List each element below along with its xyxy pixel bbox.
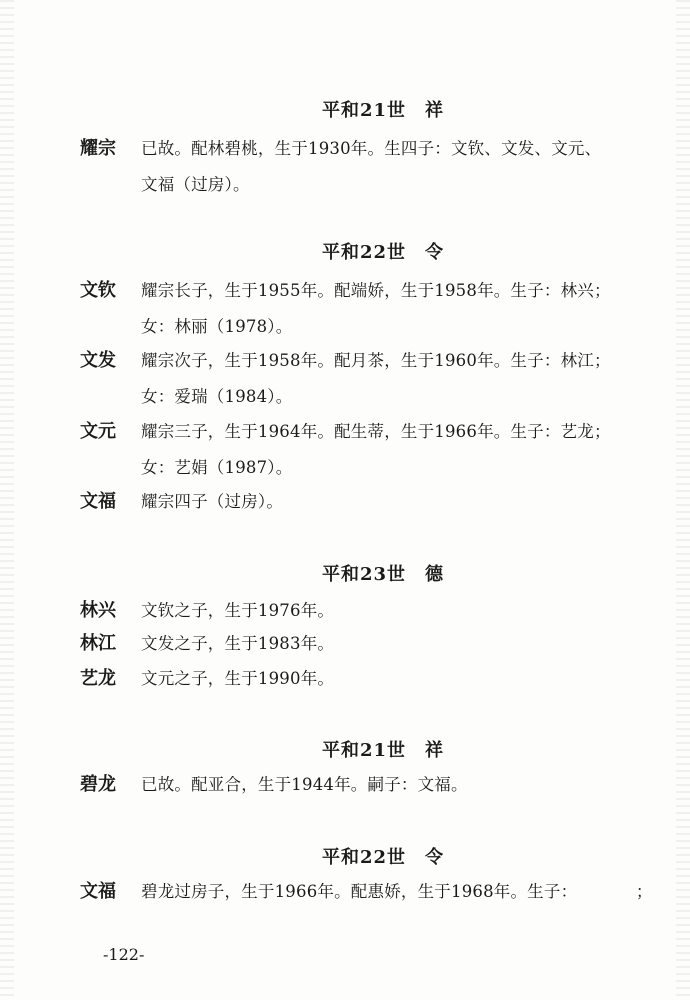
entry-line: 女：艺娟（1987）。: [141, 458, 293, 477]
entry-line: 耀宗三子，生于1964年。配生蒂，生于1966年。生子：艺龙；: [141, 422, 611, 441]
left-scan-edge: [0, 0, 14, 1000]
person-name: 文福: [80, 491, 116, 512]
person-name: 碧龙: [80, 774, 116, 795]
person-name: 文发: [80, 350, 116, 371]
entry-line: 耀宗长子，生于1955年。配端娇，生于1958年。生子：林兴；: [141, 281, 611, 300]
generation-heading: 平和21世 祥: [322, 740, 445, 761]
entry-line: 文元之子，生于1990年。: [141, 669, 335, 688]
person-name: 林兴: [80, 600, 116, 621]
entry-line: 碧龙过房子，生于1966年。配惠娇，生于1968年。生子： ；: [141, 882, 653, 901]
entry-line: 文发之子，生于1983年。: [141, 634, 335, 653]
generation-heading: 平和22世 令: [322, 242, 445, 263]
entry-line: 文钦之子，生于1976年。: [141, 601, 335, 620]
entry-line: 耀宗次子，生于1958年。配月茶，生于1960年。生子：林江；: [141, 351, 611, 370]
person-name: 文元: [80, 421, 116, 442]
entry-line: 文福（过房）。: [141, 175, 250, 194]
right-scan-edge: [676, 0, 690, 1000]
generation-heading: 平和22世 令: [322, 847, 445, 868]
entry-line: 女：林丽（1978）。: [141, 317, 293, 336]
person-name: 林江: [80, 633, 116, 654]
entry-line: 已故。配林碧桃，生于1930年。生四子：文钦、文发、文元、: [141, 139, 602, 158]
page-number: -122-: [103, 945, 145, 964]
entry-line: 耀宗四子（过房）。: [141, 492, 284, 511]
generation-heading: 平和23世 德: [322, 564, 445, 585]
person-name: 艺龙: [80, 668, 116, 689]
person-name: 文钦: [80, 280, 116, 301]
person-name: 文福: [80, 881, 116, 902]
entry-line: 女：爱瑞（1984）。: [141, 387, 293, 406]
person-name: 耀宗: [80, 138, 116, 159]
entry-line: 已故。配亚合，生于1944年。嗣子：文福。: [141, 775, 468, 794]
generation-heading: 平和21世 祥: [322, 100, 445, 121]
